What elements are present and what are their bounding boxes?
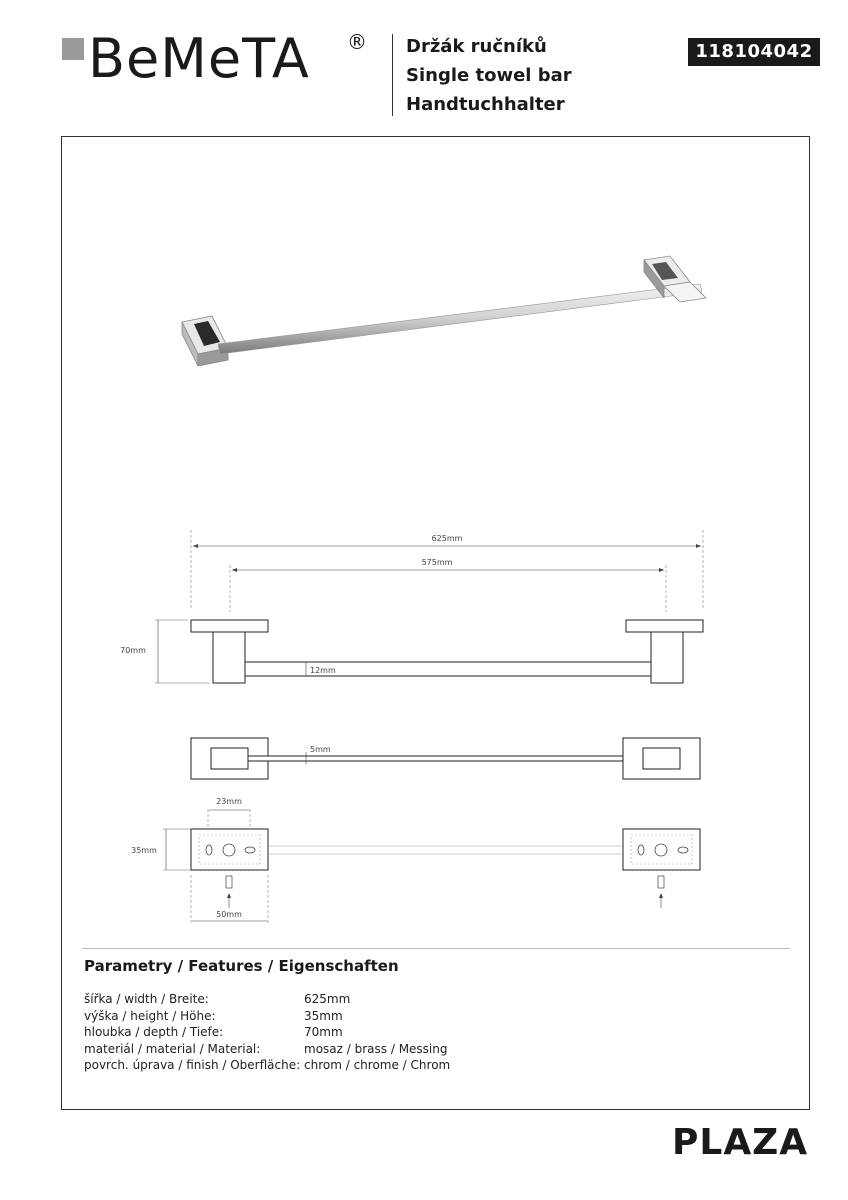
- param-label: materiál / material / Material:: [84, 1041, 261, 1056]
- parameters-table: [84, 991, 584, 1074]
- title-german: Handtuchhalter: [406, 94, 565, 115]
- param-value: 625mm: [304, 992, 351, 1006]
- param-row: [84, 1057, 584, 1074]
- param-value: mosaz / brass / Messing: [304, 1041, 448, 1056]
- param-value: 70mm: [304, 1025, 343, 1039]
- product-code-badge: 118104042: [688, 38, 820, 66]
- title-english: Single towel bar: [406, 65, 572, 86]
- dim-center-width: 575mm: [421, 558, 453, 567]
- param-value: 35mm: [304, 1008, 343, 1023]
- param-label: povrch. úprava / finish / Oberfläche:: [84, 1058, 301, 1072]
- param-label: šířka / width / Breite:: [84, 992, 209, 1006]
- param-row: [84, 991, 584, 1008]
- dim-hole-spacing: 23mm: [216, 797, 242, 806]
- dim-bar-size: 12mm: [310, 666, 336, 675]
- dim-depth: 70mm: [120, 646, 146, 655]
- parameters-heading: Parametry / Features / Eigenschaften: [84, 957, 399, 975]
- registered-mark: ®: [347, 30, 367, 54]
- dim-plate-width: 50mm: [216, 910, 242, 919]
- param-row: [84, 1008, 584, 1025]
- series-name: PLAZA: [672, 1122, 809, 1163]
- brand-name: BeMeTA: [88, 27, 310, 90]
- param-value: chrom / chrome / Chrom: [304, 1058, 451, 1072]
- dim-bar-thickness: 5mm: [310, 745, 331, 754]
- param-row: [84, 1041, 584, 1058]
- title-czech: Držák ručníků: [406, 36, 547, 57]
- dim-overall-width: 625mm: [431, 534, 463, 543]
- dim-plate-height: 35mm: [131, 846, 157, 855]
- parameters-divider: [82, 948, 790, 949]
- param-label: výška / height / Höhe:: [84, 1008, 216, 1023]
- param-label: hloubka / depth / Tiefe:: [84, 1025, 224, 1039]
- param-row: [84, 1024, 584, 1041]
